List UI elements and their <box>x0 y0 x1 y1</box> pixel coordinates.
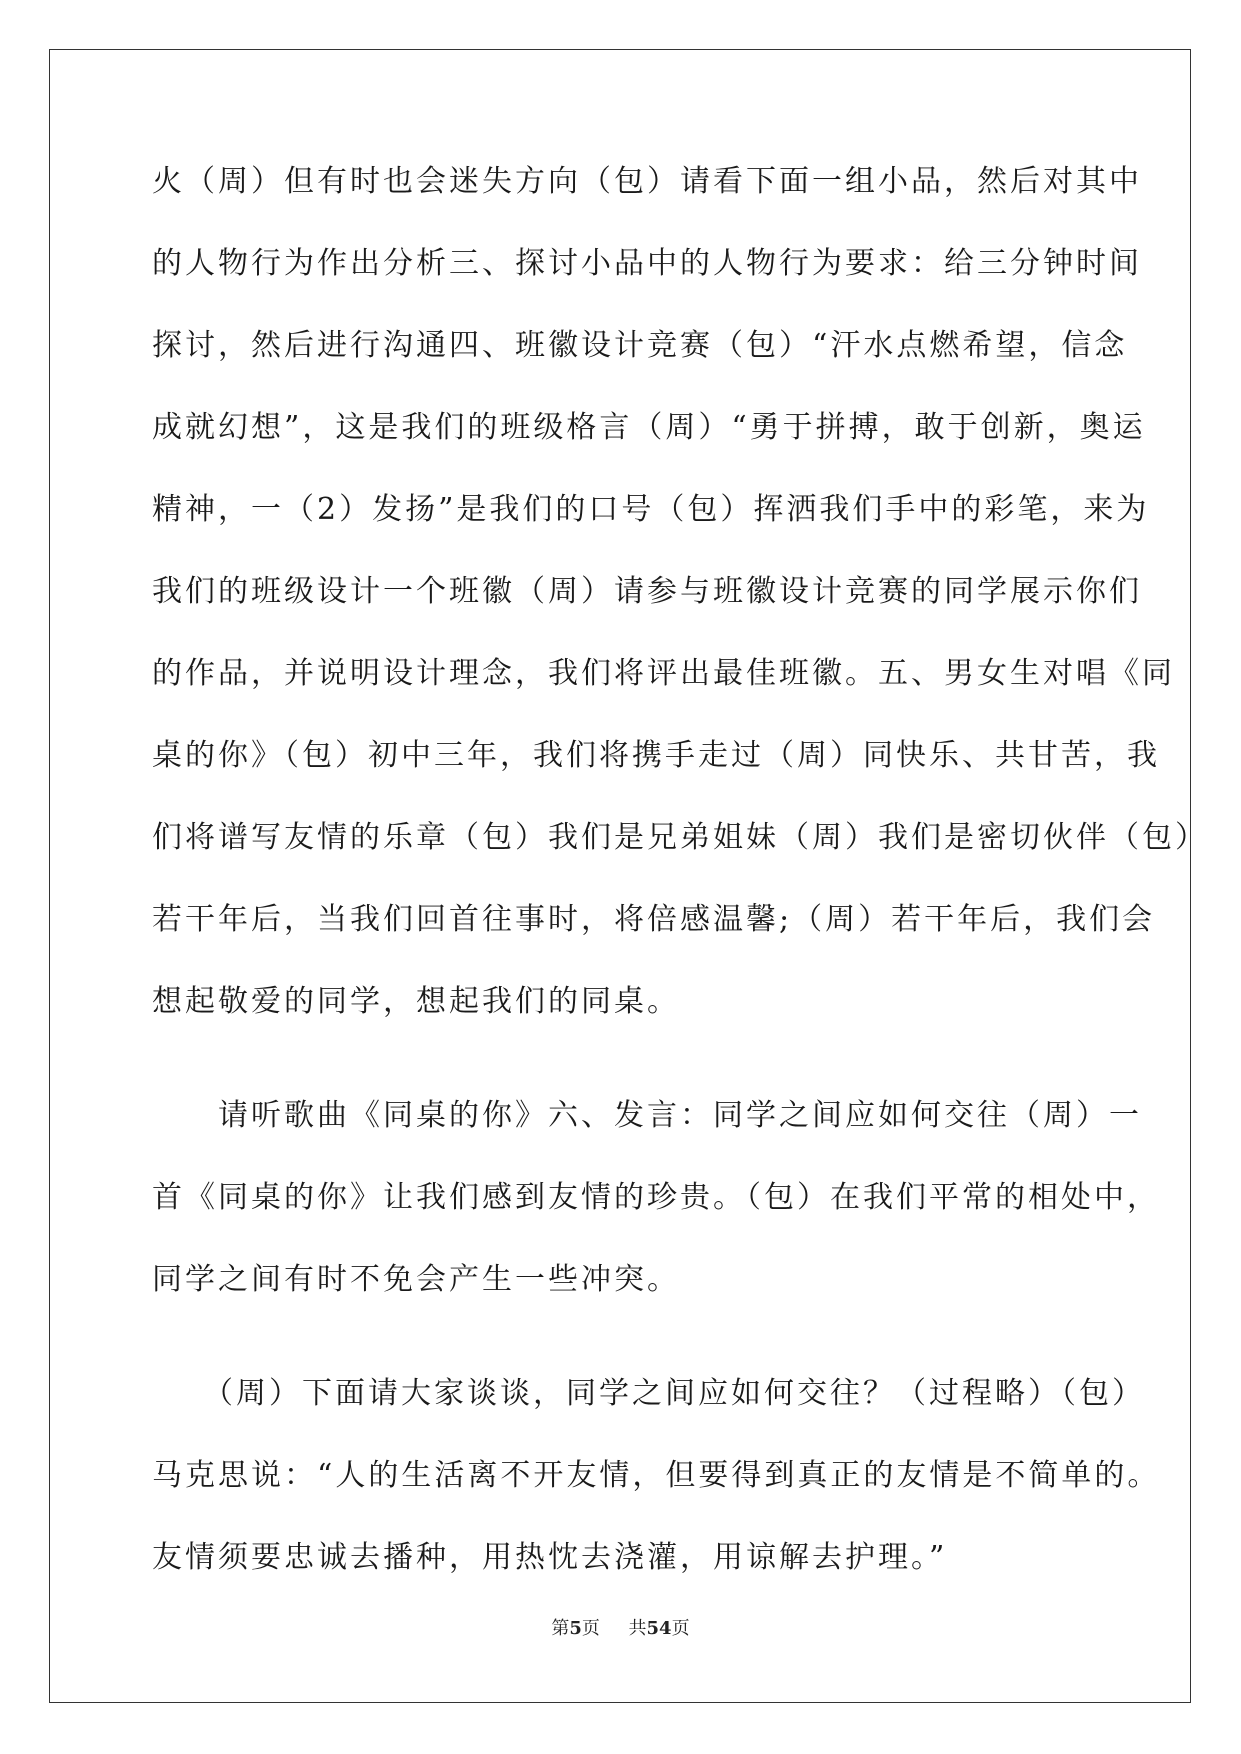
page-number: 5 <box>569 1618 582 1639</box>
text-line: 我们的班级设计一个班徽（周）请参与班徽设计竞赛的同学展示你们 <box>152 574 1142 609</box>
text-line: 桌的你》（包）初中三年，我们将携手走过（周）同快乐、共甘苦，我 <box>152 738 1160 773</box>
document-body <box>152 156 1208 1614</box>
total-pages: 54 <box>646 1618 672 1639</box>
text-line: 成就幻想”，这是我们的班级格言（周）“勇于拼搏，敢于创新，奥运 <box>152 410 1146 445</box>
text-line: 马克思说：“人的生活离不开友情，但要得到真正的友情是不简单的。 <box>152 1458 1161 1493</box>
total-suffix: 页 <box>671 1618 690 1639</box>
page-prefix: 第 <box>551 1618 570 1639</box>
text-line: 们将谱写友情的乐章（包）我们是兄弟姐妹（周）我们是密切伙伴（包） <box>152 820 1208 855</box>
text-line: 若干年后，当我们回首往事时，将倍感温馨;（周）若干年后，我们会 <box>152 902 1156 937</box>
text-line: 想起敬爱的同学，想起我们的同桌。 <box>152 984 680 1019</box>
text-line: 友情须要忠诚去播种，用热忱去浇灌，用谅解去护理。” <box>152 1540 948 1575</box>
text-line: 请听歌曲《同桌的你》六、发言：同学之间应如何交往（周）一 <box>152 1098 1142 1133</box>
total-prefix: 共 <box>628 1618 647 1639</box>
page-footer <box>0 1614 1241 1640</box>
text-line: 精神，一（2）发扬”是我们的口号（包）挥洒我们手中的彩笔，来为 <box>152 492 1150 527</box>
text-line: 的作品，并说明设计理念，我们将评出最佳班徽。五、男女生对唱《同 <box>152 656 1175 691</box>
text-line: 同学之间有时不免会产生一些冲突。 <box>152 1262 680 1297</box>
page-suffix: 页 <box>581 1618 600 1639</box>
text-line: （周）下面请大家谈谈，同学之间应如何交往？（过程略）（包） <box>152 1376 1145 1411</box>
text-line: 首《同桌的你》让我们感到友情的珍贵。（包）在我们平常的相处中， <box>152 1180 1160 1215</box>
text-line: 的人物行为作出分析三、探讨小品中的人物行为要求：给三分钟时间 <box>152 246 1142 281</box>
text-line: 探讨，然后进行沟通四、班徽设计竞赛（包）“汗水点燃希望，信念 <box>152 328 1128 363</box>
text-line: 火（周）但有时也会迷失方向（包）请看下面一组小品，然后对其中 <box>152 164 1142 199</box>
